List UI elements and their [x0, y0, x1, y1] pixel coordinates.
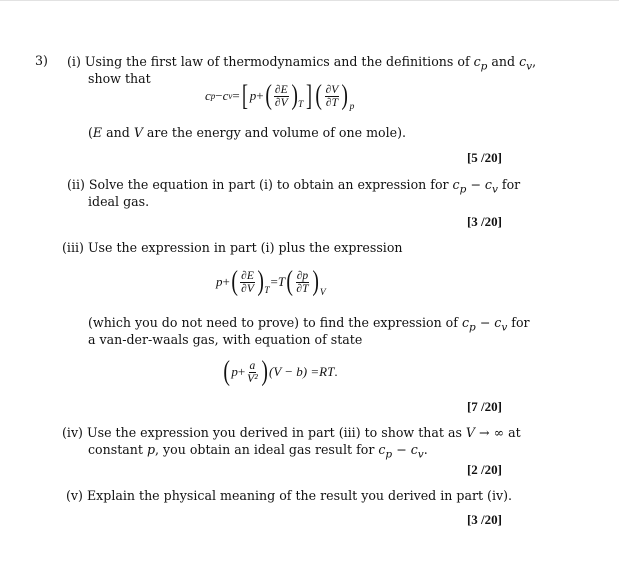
- part-iv-marks: [2 /20]: [466, 462, 502, 477]
- top-rule: [0, 0, 619, 1]
- fraction-dp-dT: $\frac{\partial p}{\partial T}$: [296, 269, 309, 295]
- part-iii-label: (iii): [62, 240, 84, 255]
- part-v-label: (v): [66, 488, 83, 503]
- fraction-dE-dV-2: $\frac{\partial E}{\partial V}$: [241, 269, 254, 295]
- right-bracket: ]: [306, 79, 313, 112]
- part-iii-equation: p + ( $\frac{\partial E}{\partial V}$ ) T = T ( $\frac{\partial p}{\partial T}$ ) V: [216, 266, 326, 298]
- part-ii-line1: (ii) Solve the equation in part (i) to obtain an expression for $c_p - c_v$ for: [67, 177, 521, 196]
- part-iv-line1: (iv) Use the expression you derived in part (iii) to show that as V → ∞ at: [62, 425, 521, 440]
- fraction-dV-dT: $\frac{\partial V}{\partial T}$: [325, 83, 339, 109]
- part-iii-marks: [7 /20]: [466, 399, 502, 414]
- part-i-note: (E and V are the energy and volume of one mole).: [88, 125, 406, 140]
- fraction-a-V2: $\frac{a}{\text{V²}}$: [247, 359, 258, 385]
- fraction-dE-dV: $\frac{\partial E}{\partial V}$: [274, 83, 288, 109]
- part-ii-marks: [3 /20]: [466, 214, 502, 229]
- part-i-marks: [5 /20]: [466, 150, 502, 165]
- part-iii-line1: (iii) Use the expression in part (i) plus the expression: [62, 240, 403, 255]
- part-v-marks: [3 /20]: [466, 512, 502, 527]
- question-number: 3): [35, 53, 48, 68]
- part-i-line2: show that: [88, 71, 151, 86]
- part-iii-line3: a van-der-waals gas, with equation of state: [88, 332, 363, 347]
- part-i-equation: c p − c v = [ p + ( $\frac{\partial E}{\partial V}$ ) T ] ( $\frac{\partial V}{\partial T}$ ) p: [205, 79, 355, 112]
- van-der-waals-equation: ( p + $\frac{a}{\text{V²}}$ ) (V − b) = RT .: [223, 356, 338, 387]
- part-i-label: (i): [67, 54, 81, 69]
- part-iii-line2: (which you do not need to prove) to find the expression of $c_p - c_v$ for: [88, 315, 530, 334]
- part-i-line1: (i) Using the first law of thermodynamics and the definitions of $c_p$ and $c_v$,: [67, 54, 537, 73]
- part-iv-label: (iv): [62, 425, 83, 440]
- part-iv-line2: constant p, you obtain an ideal gas result for $c_p - c_v$.: [88, 442, 428, 461]
- part-ii-label: (ii): [67, 177, 85, 192]
- part-ii-line2: ideal gas.: [88, 194, 150, 209]
- left-bracket: [: [241, 79, 248, 112]
- part-v-line1: (v) Explain the physical meaning of the result you derived in part (iv).: [66, 488, 513, 503]
